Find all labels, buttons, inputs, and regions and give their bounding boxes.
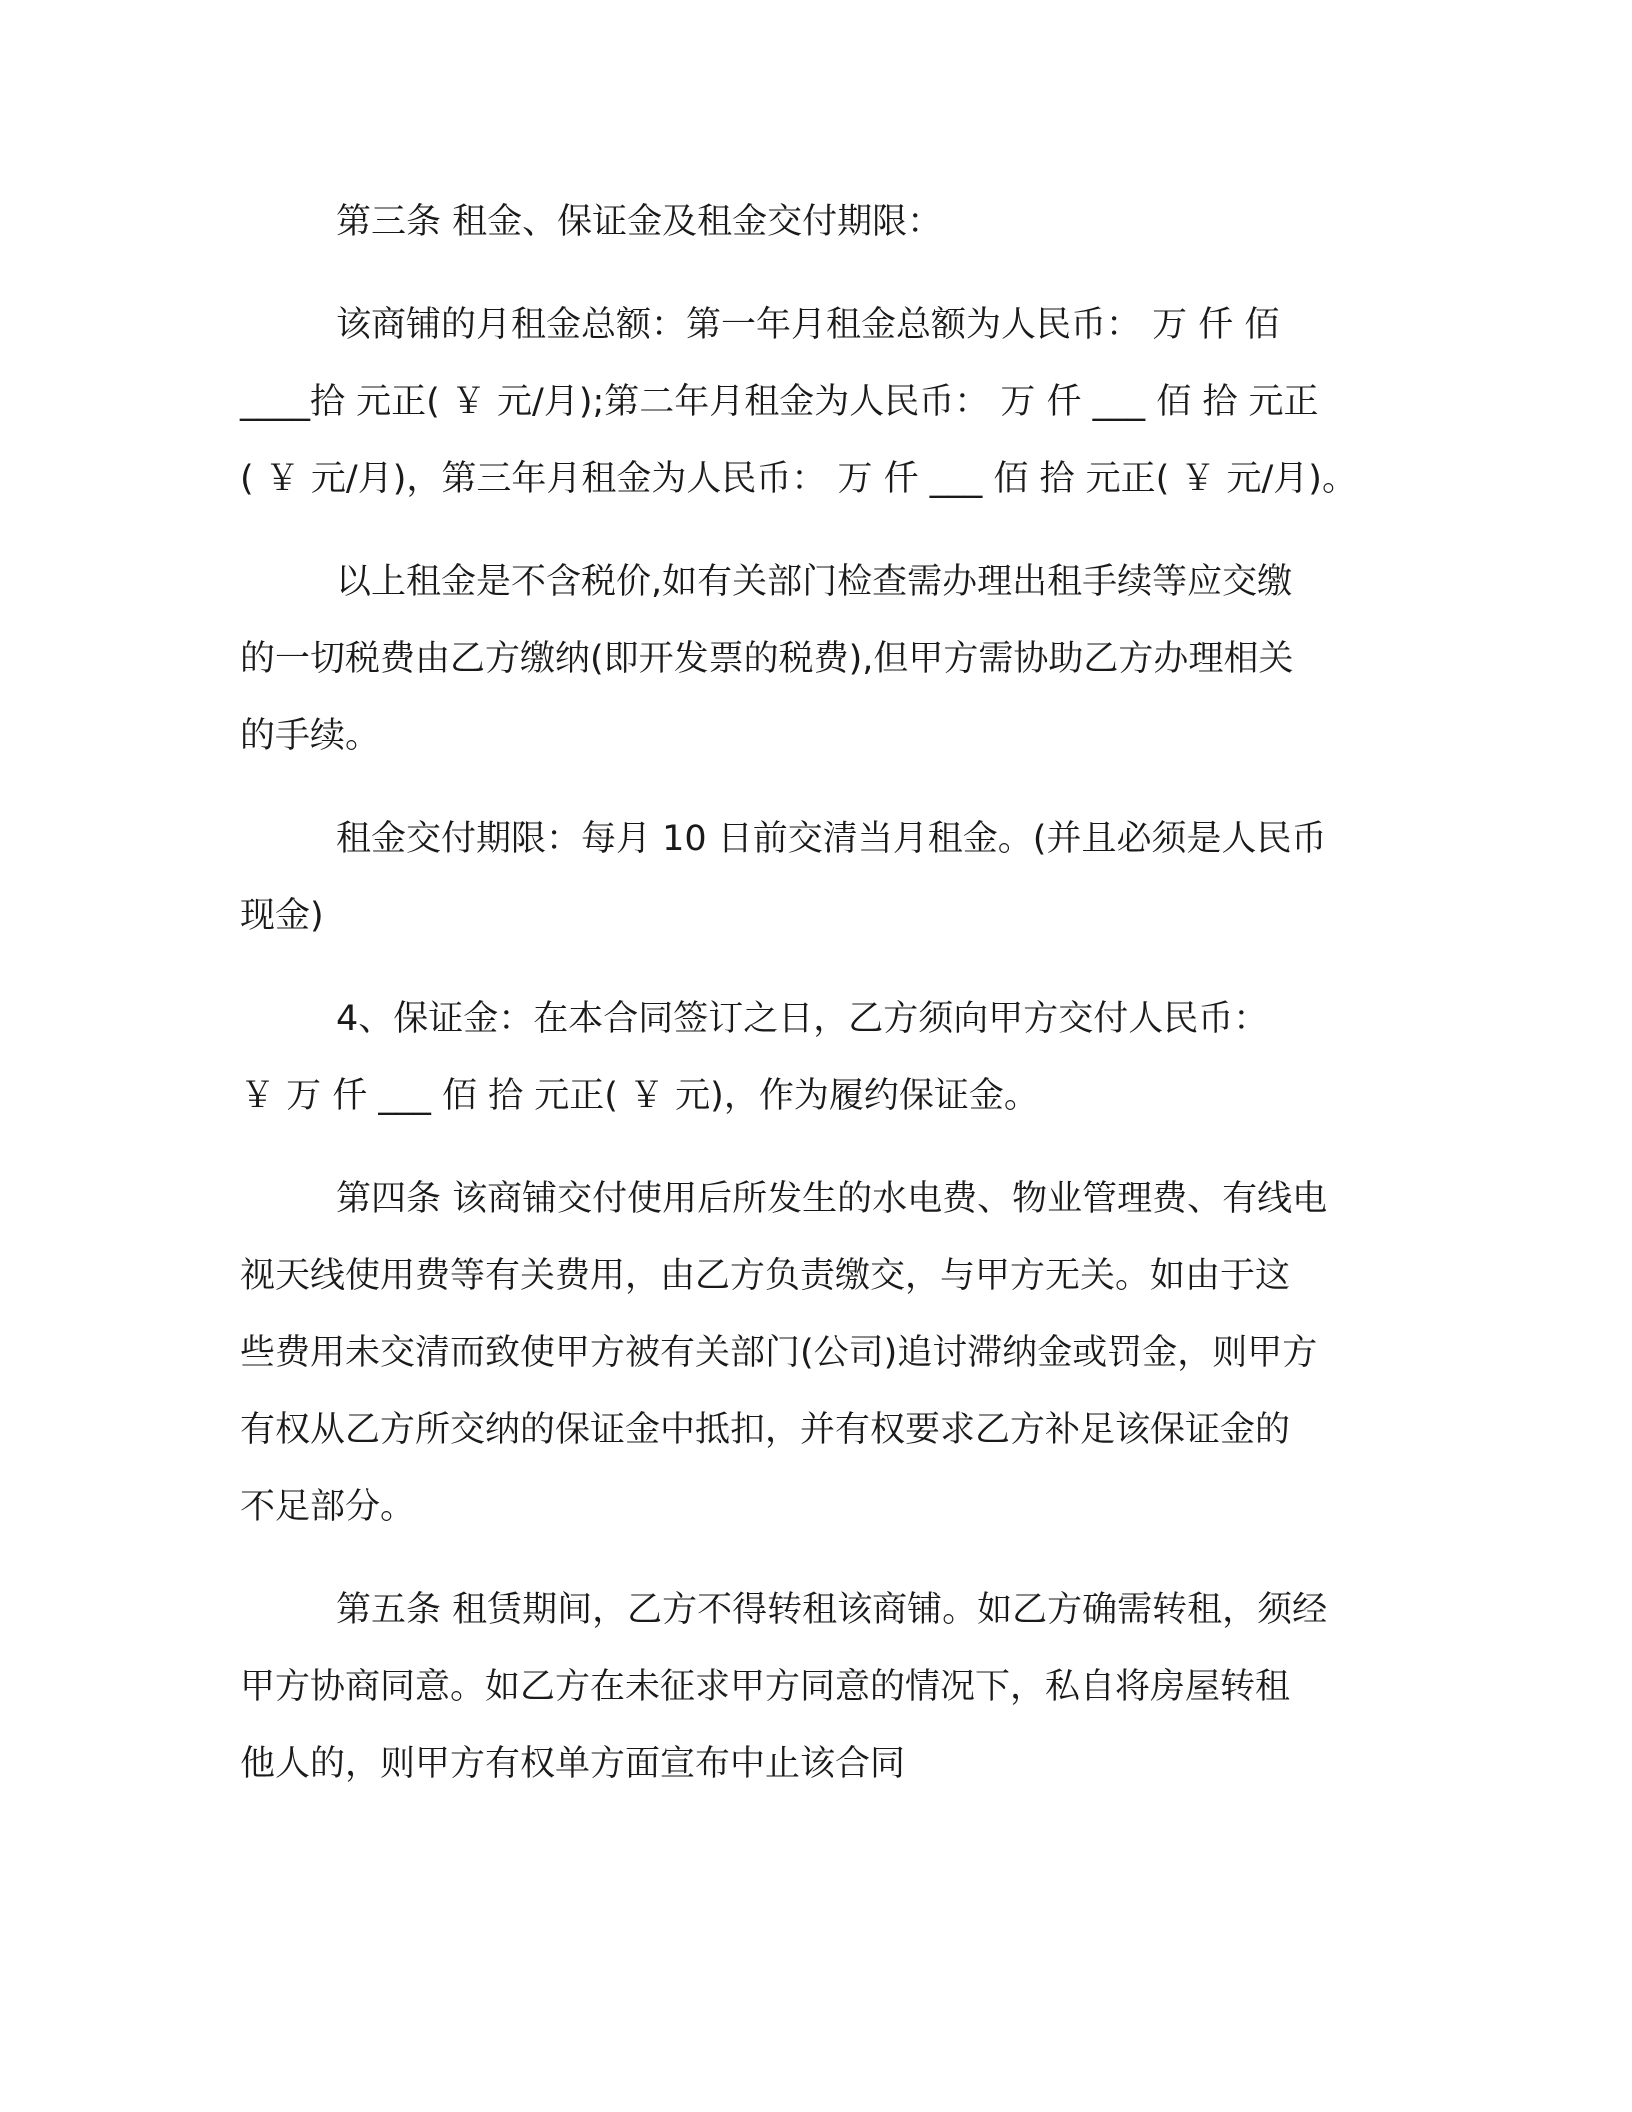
text-line: 第三条 租金、保证金及租金交付期限：: [336, 202, 943, 242]
text-line: 视天线使用费等有关费用，由乙方负责缴交，与甲方无关。如由于这: [240, 1256, 1291, 1296]
text-line: 不足部分。: [240, 1487, 416, 1527]
article-5-paragraph: [240, 1572, 1392, 1803]
text-line: 的一切税费由乙方缴纳(即开发票的税费),但甲方需协助乙方办理相关: [240, 639, 1294, 679]
text-line: 些费用未交清而致使甲方被有关部门(公司)追讨滞纳金或罚金，则甲方: [240, 1333, 1318, 1373]
text-line: 该商铺的月租金总额：第一年月租金总额为人民币： 万 仟 佰: [336, 305, 1280, 345]
article-3-heading: [240, 184, 1392, 261]
payment-deadline-paragraph: [240, 801, 1392, 955]
text-line: 现金): [240, 896, 324, 936]
text-line: 第五条 租赁期间，乙方不得转租该商铺。如乙方确需转租，须经: [336, 1590, 1328, 1630]
text-line: ( ￥ 元/月)，第三年月租金为人民币： 万 仟 ___ 佰 拾 元正( ￥ 元/月)。: [240, 459, 1357, 499]
text-line: ￥ 万 仟 ___ 佰 拾 元正( ￥ 元)，作为履约保证金。: [240, 1076, 1039, 1116]
article-4-paragraph: [240, 1161, 1392, 1546]
document-body: [240, 184, 1392, 1829]
text-line: ____拾 元正( ￥ 元/月);第二年月租金为人民币： 万 仟 ___ 佰 拾 元正: [240, 382, 1319, 422]
text-line: 甲方协商同意。如乙方在未征求甲方同意的情况下，私自将房屋转租: [240, 1667, 1291, 1707]
tax-paragraph: [240, 544, 1392, 775]
text-line: 他人的，则甲方有权单方面宣布中止该合同: [240, 1744, 906, 1784]
deposit-paragraph: [240, 981, 1392, 1135]
text-line: 第四条 该商铺交付使用后所发生的水电费、物业管理费、有线电: [336, 1179, 1328, 1219]
text-line: 4、保证金：在本合同签订之日，乙方须向甲方交付人民币：: [336, 999, 1269, 1039]
text-line: 有权从乙方所交纳的保证金中抵扣，并有权要求乙方补足该保证金的: [240, 1410, 1291, 1450]
text-line: 的手续。: [240, 716, 381, 756]
monthly-rent-paragraph: [240, 287, 1392, 518]
text-line: 以上租金是不含税价,如有关部门检查需办理出租手续等应交缴: [336, 562, 1293, 602]
text-line: 租金交付期限：每月 10 日前交清当月租金。(并且必须是人民币: [336, 819, 1327, 859]
